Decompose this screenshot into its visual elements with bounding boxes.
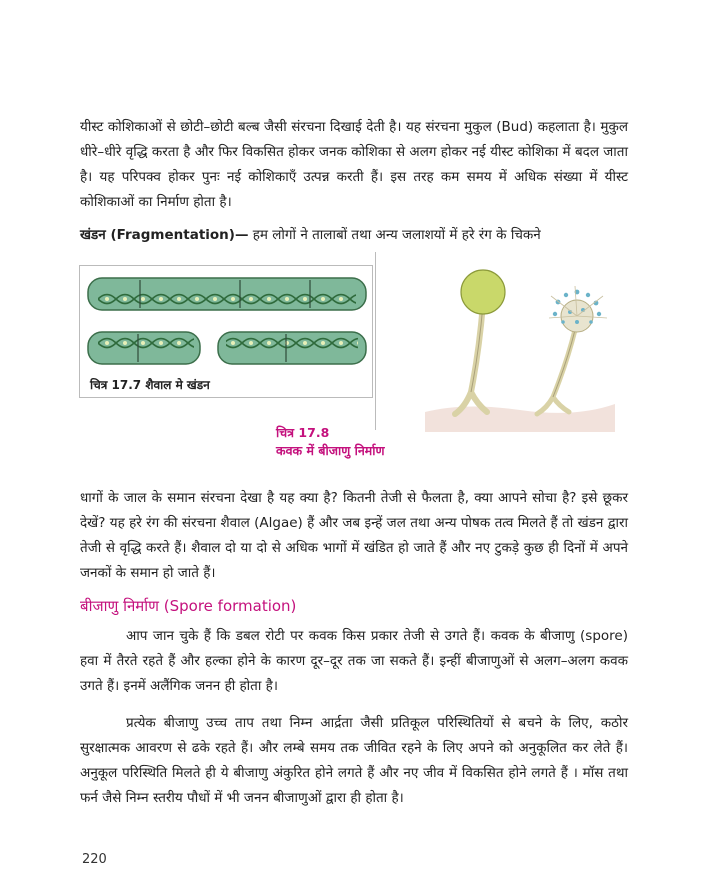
sporangium-bursting	[537, 286, 607, 414]
algae-fragment-right	[218, 332, 366, 364]
figure-17-8-title: कवक में बीजाणु निर्माण	[276, 443, 385, 458]
figure-17-7-caption: चित्र 17.7 शैवाल मे खंडन	[90, 378, 210, 392]
fragmentation-term: खंडन (Fragmentation)—	[80, 227, 249, 243]
bread-surface	[425, 404, 615, 432]
paragraph-yeast-budding: यीस्ट कोशिकाओं से छोटी–छोटी बल्ब जैसी संरचना दिखाई देती है। यह संरचना मुकुल (Bud) कहलाता है। मुकुल धीरे–धीरे वृद्धि करता है और फिर विकसित होकर जनक कोशिका से अलग होकर नई यीस्ट कोशिका में बदल जाता है। यह परिपक्व होकर पुनः नई कोशिकाएँ उत्पन्न करती हैं। इस तरह कम समय में अधिक संख्या में यीस्ट कोशिकाओं का निर्माण होता है।	[80, 119, 628, 210]
algae-filament-top	[88, 278, 366, 310]
paragraph-fragmentation-intro	[80, 223, 628, 248]
figure-17-8-number: चित्र 17.8	[276, 425, 330, 440]
figure-17-8-fungus	[425, 252, 615, 432]
figure-divider-line	[375, 252, 376, 430]
paragraph-algae: धागों के जाल के समान संरचना देखा है यह क्या है? कितनी तेजी से फैलता है, क्या आपने सोचा है? इसे छूकर देखें? यह हरे रंग की संरचना शैवाल (Algae) हैं और जब इन्हें जल तथा अन्य पोषक तत्व मिलते हैं तो खंडन द्वारा तेजी से वृद्धि करते हैं। शैवाल दो या दो से अधिक भागों में खंडित हो जाते हैं और नए टुकड़े कुछ ही दिनों में अपने जनकों के समान हो जाते हैं।	[80, 490, 628, 581]
page-number: 220	[82, 852, 107, 867]
paragraph-spore-protection: प्रत्येक बीजाणु उच्च ताप तथा निम्न आर्द्रता जैसी प्रतिकूल परिस्थितियों से बचने के लिए, कठोर सुरक्षात्मक आवरण से ढके रहते हैं। और लम्बे समय तक जीवित रहने के लिए अपने को अनुकूलित कर लेते हैं। अनुकूल परिस्थिति मिलते ही ये बीजाणु अंकुरित होने लगते हैं और नए जीव में विकसित होने लगते हैं । मॉस तथा फर्न जैसे निम्न स्तरीय पौधों में भी जनन बीजाणुओं द्वारा ही होता है।	[80, 715, 628, 806]
sporangium-intact	[455, 270, 505, 414]
heading-spore-formation: बीजाणु निर्माण (Spore formation)	[80, 597, 297, 615]
paragraph-fungus-spores: आप जान चुके हैं कि डबल रोटी पर कवक किस प्रकार तेजी से उगते हैं। कवक के बीजाणु (spore) हवा में तैरते रहते हैं और हल्का होने के कारण दूर–दूर तक जा सकते हैं। इन्हीं बीजाणुओं से अलग–अलग कवक उगते हैं। इनमें अलैंगिक जनन ही होता है।	[80, 628, 628, 694]
fragmentation-intro-text: हम लोगों ने तालाबों तथा अन्य जलाशयों में हरे रंग के चिकने	[248, 227, 541, 243]
algae-fragment-left	[88, 332, 200, 364]
